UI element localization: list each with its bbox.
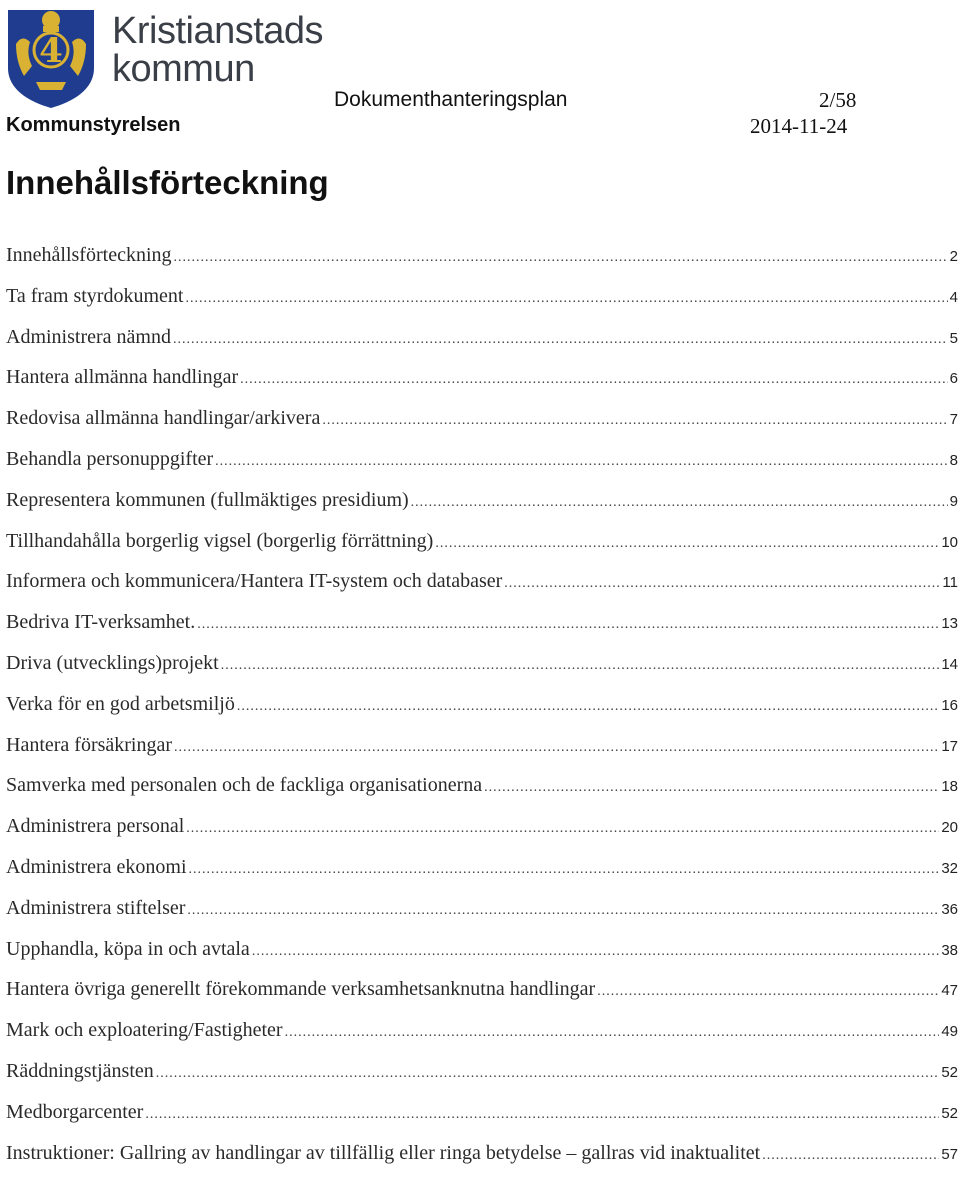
toc-entry[interactable]	[6, 897, 958, 938]
toc-entry[interactable]	[6, 1060, 958, 1101]
toc-entry-page: 7	[949, 411, 958, 429]
toc-entry-title: Samverka med personalen och de fackliga organisationerna	[6, 774, 483, 797]
toc-entry-page: 20	[941, 819, 958, 837]
toc-entry-title: Räddningstjänsten	[6, 1059, 154, 1082]
toc-entry-page: 13	[941, 615, 958, 633]
toc-entry-title: Bedriva IT-verksamhet.	[6, 611, 196, 634]
toc-entry[interactable]	[6, 611, 958, 652]
toc-leader-dots	[597, 984, 939, 1000]
toc-leader-dots	[215, 454, 947, 470]
toc-entry-page: 52	[941, 1063, 958, 1081]
toc-leader-dots	[145, 1107, 939, 1123]
toc-entry-title: Tillhandahålla borgerlig vigsel (borgerlig förrättning)	[6, 529, 434, 552]
toc-leader-dots	[285, 1025, 940, 1041]
toc-entry[interactable]	[6, 734, 958, 775]
toc-entry-page: 49	[941, 1023, 958, 1041]
toc-entry[interactable]	[6, 652, 958, 693]
toc-entry[interactable]	[6, 1101, 958, 1142]
toc-leader-dots	[252, 944, 940, 960]
toc-entry-page: 5	[949, 329, 958, 347]
toc-entry-page: 18	[941, 778, 958, 796]
svg-text:4: 4	[39, 31, 63, 71]
page-heading: Innehållsförteckning	[6, 164, 329, 201]
toc-entry-title: Administrera stiftelser	[6, 896, 186, 919]
toc-entry[interactable]	[6, 244, 958, 285]
toc-entry-title: Ta fram styrdokument	[6, 284, 184, 307]
toc-entry[interactable]	[6, 693, 958, 734]
toc-entry-page: 36	[941, 900, 958, 918]
toc-leader-dots	[186, 821, 939, 837]
toc-entry[interactable]	[6, 774, 958, 815]
toc-entry[interactable]	[6, 978, 958, 1019]
toc-leader-dots	[197, 617, 939, 633]
toc-leader-dots	[237, 699, 939, 715]
toc-entry-title: Innehållsförteckning	[6, 244, 172, 266]
toc-entry-title: Administrera personal	[6, 815, 185, 838]
toc-entry-title: Hantera övriga generellt förekommande verksamhetsanknutna handlingar	[6, 978, 596, 1001]
toc-entry-title: Hantera försäkringar	[6, 733, 173, 756]
toc-entry-title: Administrera nämnd	[6, 325, 171, 348]
toc-leader-dots	[189, 862, 940, 878]
municipality-wordmark	[112, 12, 323, 88]
toc-entry[interactable]	[6, 407, 958, 448]
toc-entry[interactable]	[6, 1019, 958, 1060]
toc-entry[interactable]	[6, 530, 958, 571]
toc-entry-title: Upphandla, köpa in och avtala	[6, 937, 250, 960]
document-date: 2014-11-24	[750, 114, 848, 138]
toc-entry-page: 11	[942, 574, 958, 592]
coat-of-arms-icon	[6, 4, 96, 108]
toc-entry-title: Informera och kommunicera/Hantera IT-system och databaser	[6, 570, 503, 593]
toc-entry-page: 47	[941, 982, 958, 1000]
toc-leader-dots	[435, 536, 939, 552]
toc-leader-dots	[221, 658, 940, 674]
toc-leader-dots	[484, 780, 939, 796]
toc-entry[interactable]	[6, 1142, 958, 1182]
toc-entry-page: 52	[941, 1104, 958, 1122]
toc-entry-title: Medborgarcenter	[6, 1100, 144, 1123]
toc-entry-page: 10	[941, 533, 958, 551]
toc-entry-title: Administrera ekonomi	[6, 855, 187, 878]
toc-entry-title: Mark och exploatering/Fastigheter	[6, 1019, 283, 1042]
toc-leader-dots	[185, 291, 947, 307]
toc-entry-title: Representera kommunen (fullmäktiges presidium)	[6, 488, 409, 511]
document-title: Dokumenthanteringsplan	[334, 88, 568, 111]
toc-entry-title: Hantera allmänna handlingar	[6, 366, 239, 389]
toc-entry[interactable]	[6, 366, 958, 407]
toc-leader-dots	[174, 250, 948, 266]
toc-entry-page: 57	[941, 1145, 958, 1163]
toc-entry-title: Redovisa allmänna handlingar/arkivera	[6, 407, 321, 430]
toc-entry-page: 14	[941, 655, 958, 673]
toc-entry[interactable]	[6, 285, 958, 326]
toc-entry-page: 8	[949, 451, 958, 469]
municipal-coat-of-arms-logo	[6, 4, 96, 108]
toc-leader-dots	[174, 740, 939, 756]
brand-line-2: kommun	[112, 48, 255, 90]
toc-leader-dots	[504, 576, 940, 592]
toc-entry-page: 4	[949, 288, 958, 306]
toc-entry-page: 38	[941, 941, 958, 959]
toc-entry[interactable]	[6, 815, 958, 856]
toc-entry-page: 6	[949, 370, 958, 388]
toc-entry-page: 9	[949, 492, 958, 510]
toc-entry-title: Behandla personuppgifter	[6, 447, 214, 470]
toc-leader-dots	[187, 903, 939, 919]
toc-entry-title: Verka för en god arbetsmiljö	[6, 692, 235, 715]
toc-entry[interactable]	[6, 489, 958, 530]
table-of-contents	[6, 244, 958, 1182]
toc-leader-dots	[156, 1066, 940, 1082]
toc-entry-title: Instruktioner: Gallring av handlingar av tillfällig eller ringa betydelse – gallras vid inaktualitet	[6, 1141, 761, 1164]
toc-entry-page: 32	[941, 859, 958, 877]
toc-entry[interactable]	[6, 856, 958, 897]
toc-entry[interactable]	[6, 326, 958, 367]
page-number: 2/58	[819, 88, 857, 112]
toc-leader-dots	[322, 413, 947, 429]
toc-leader-dots	[762, 1148, 939, 1164]
toc-entry-page: 16	[941, 696, 958, 714]
toc-entry[interactable]	[6, 938, 958, 979]
toc-leader-dots	[173, 332, 948, 348]
organization-name: Kommunstyrelsen	[6, 114, 181, 136]
toc-entry[interactable]	[6, 570, 958, 611]
toc-leader-dots	[240, 372, 948, 388]
brand-line-1: Kristianstads	[112, 10, 324, 52]
toc-entry-page: 17	[941, 737, 958, 755]
toc-entry[interactable]	[6, 448, 958, 489]
toc-leader-dots	[411, 495, 948, 511]
toc-entry-page: 2	[949, 248, 958, 265]
toc-entry-title: Driva (utvecklings)projekt	[6, 651, 219, 674]
